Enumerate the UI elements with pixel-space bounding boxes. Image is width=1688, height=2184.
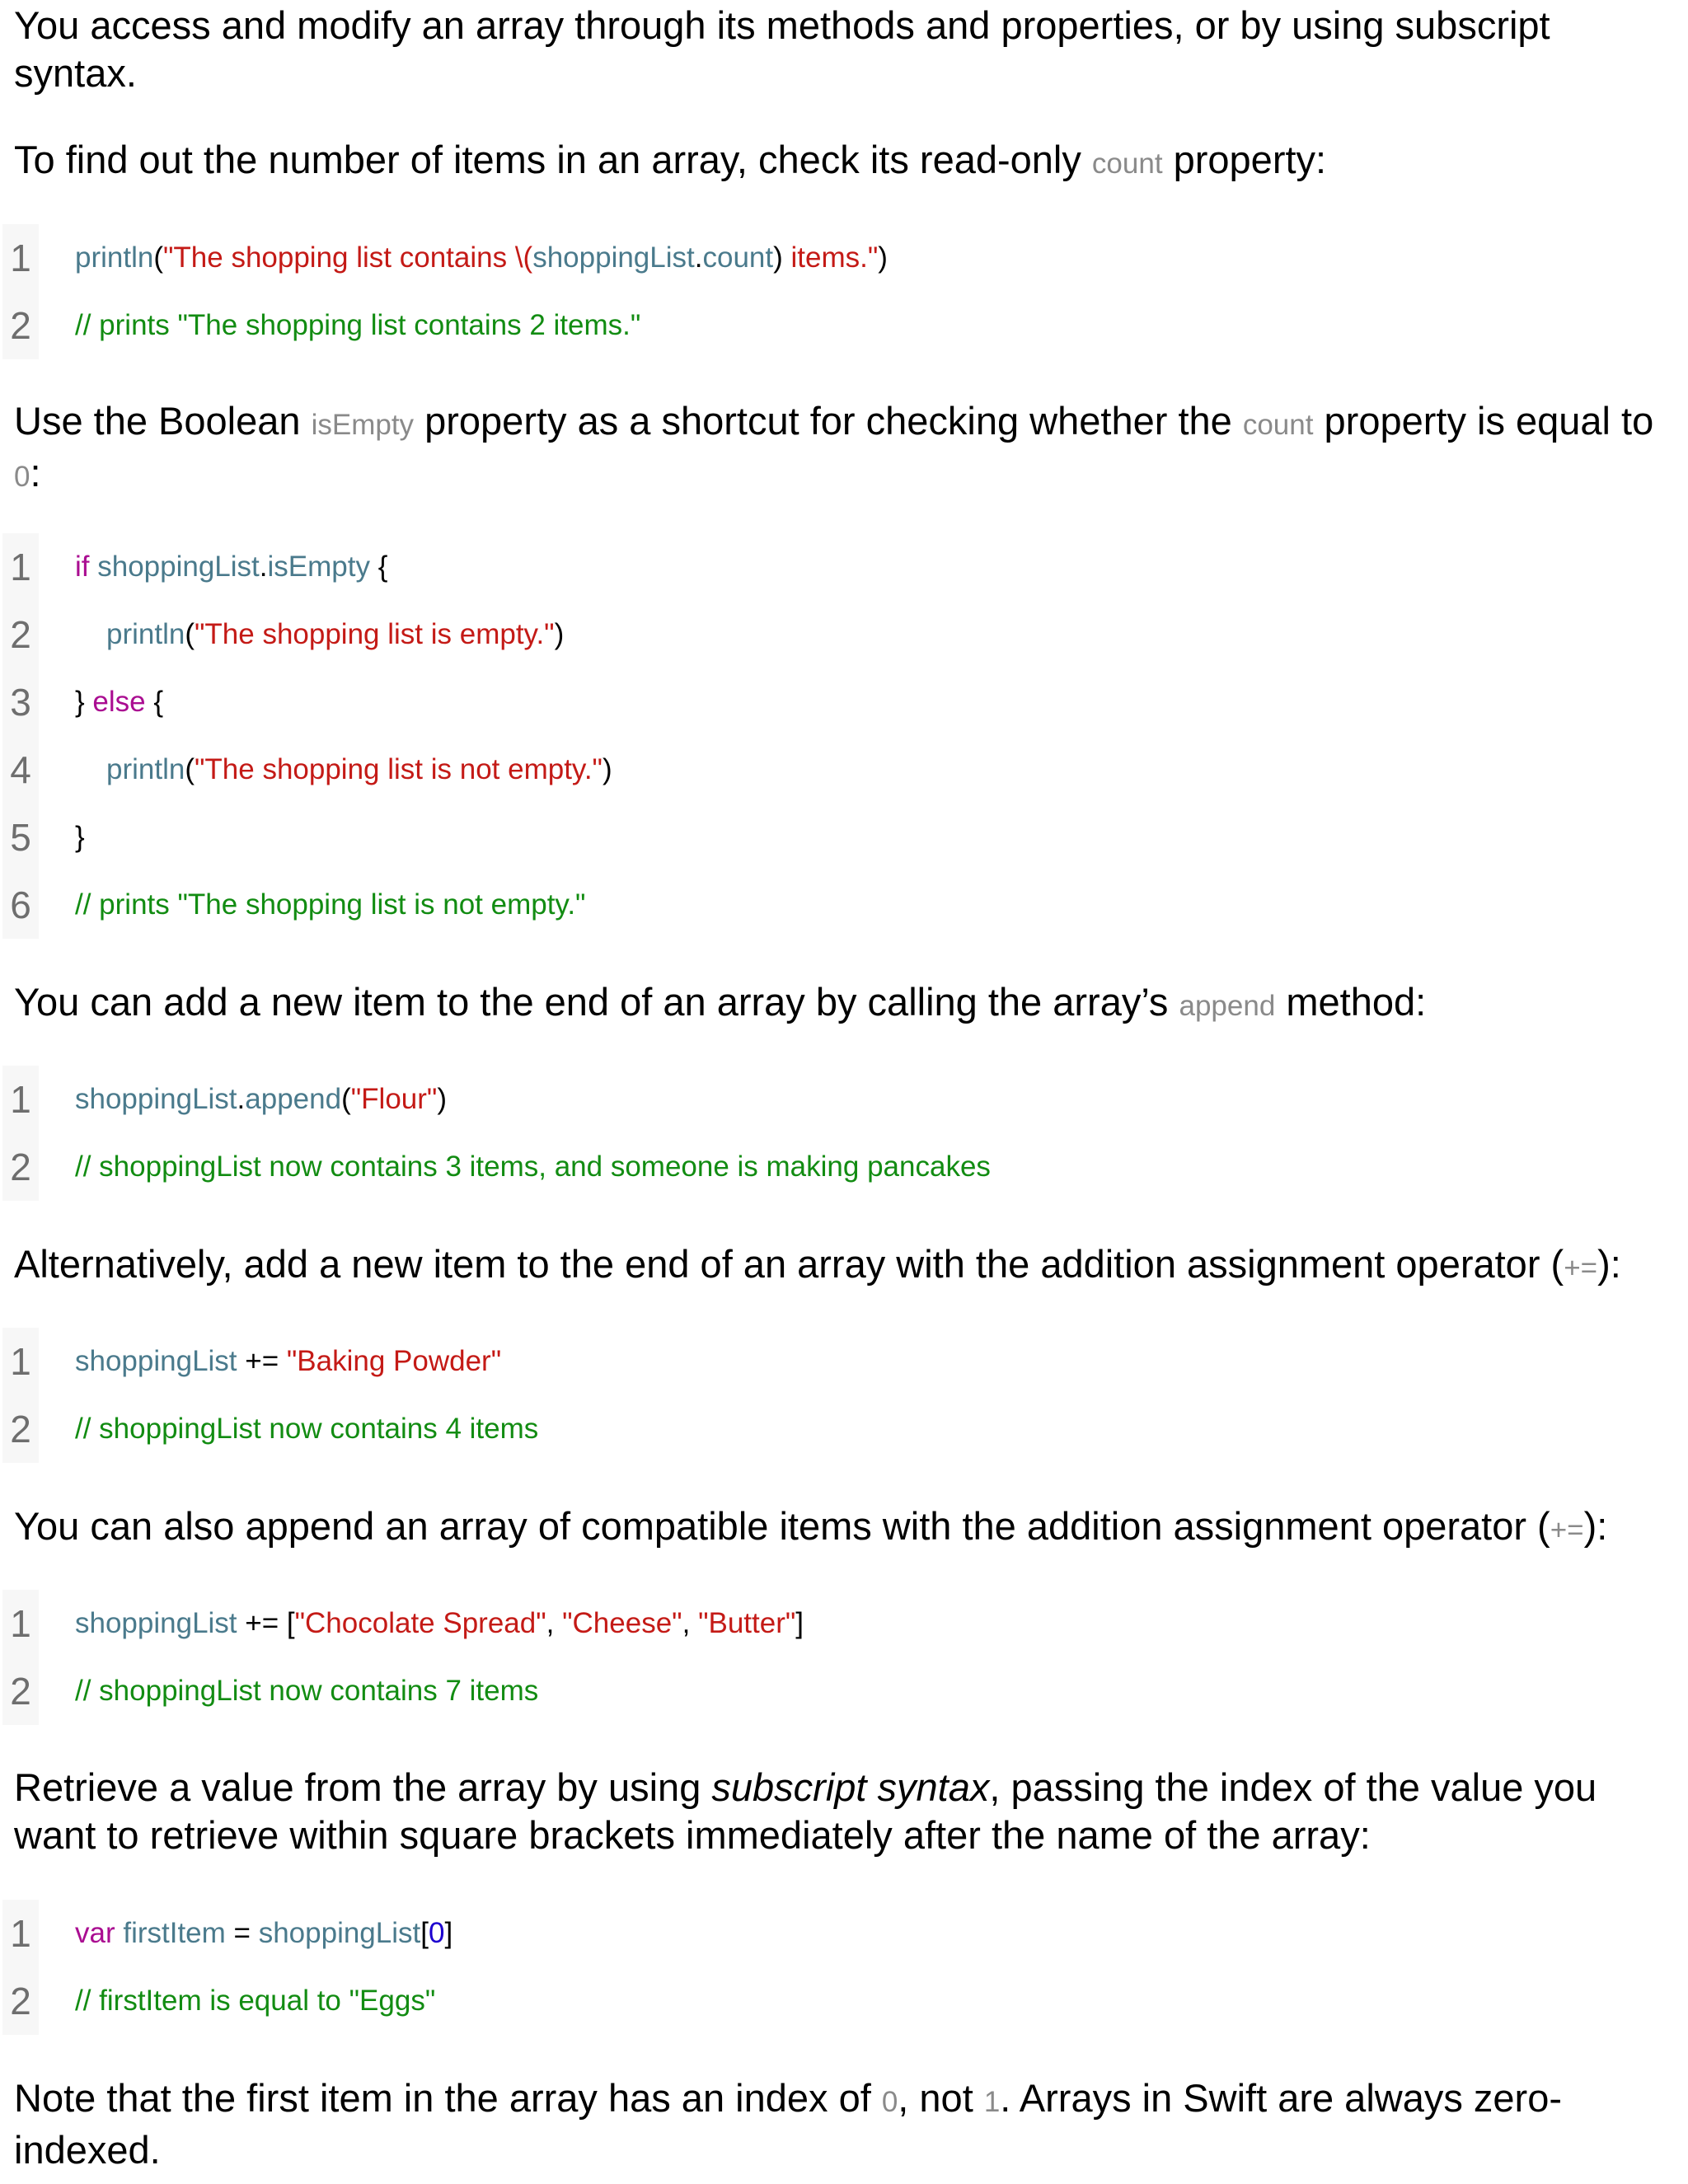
inline-code-plus-equals: += [1564,1252,1598,1284]
code-text: shoppingList += ["Chocolate Spread", "Cheese", "Butter"] [75,1607,804,1639]
code-line [10,871,1438,939]
code-text: println("The shopping list is empty.") [106,618,565,650]
inline-code-append: append [1179,990,1276,1022]
code-comment: // firstItem is equal to "Eggs" [75,1985,436,2017]
paragraph-zero-indexed: Note that the first item in the array has an index of 0, not 1. Arrays in Swift are always zero-indexed. [14,2076,1562,2172]
inline-code-isempty: isEmpty [311,409,415,441]
code-line [10,1395,1438,1463]
code-comment: // shoppingList now contains 3 items, and someone is making pancakes [75,1151,991,1183]
emphasis-subscript-syntax: subscript syntax [711,1765,990,1809]
line-number: 1 [2,1590,39,1657]
code-line [10,1967,1438,2035]
line-number: 2 [2,1133,39,1201]
paragraph-add-assign: Alternatively, add a new item to the end of an array with the addition assignment operator (+=): [14,1242,1621,1286]
code-block-append [10,1066,1438,1201]
line-number: 2 [2,292,39,359]
line-number: 2 [2,1657,39,1725]
code-line [10,1066,1438,1133]
code-block-append-array [10,1590,1438,1725]
inline-code-zero: 0 [14,461,30,493]
code-comment: // shoppingList now contains 4 items [75,1413,539,1445]
paragraph-count [14,136,1662,188]
paragraph-intro: You access and modify an array through its methods and properties, or by using subscript syntax. [14,3,1550,95]
paragraph-append-array: You can also append an array of compatible items with the addition assignment operator (+=): [14,1504,1608,1548]
inline-code-zero: 0 [881,2086,898,2118]
text: To find out the number of items in an array, check its read-only [14,138,1092,181]
inline-code-count: count [1091,148,1163,180]
code-line [10,224,1438,292]
code-text: } else { [75,686,164,718]
line-number: 1 [2,224,39,292]
code-text: } [75,821,85,853]
code-line [10,533,1438,601]
code-text: shoppingList.append("Flour") [75,1083,447,1115]
code-line [10,1328,1438,1395]
code-comment: // prints "The shopping list is not empty." [75,888,586,921]
code-line [10,1590,1438,1657]
code-comment: // prints "The shopping list contains 2 items." [75,309,641,341]
code-text: println("The shopping list contains \(shoppingList.count) items.") [75,241,888,274]
code-line [10,1133,1438,1201]
line-number: 2 [2,1395,39,1463]
line-number: 1 [2,1328,39,1395]
code-text: shoppingList += "Baking Powder" [75,1345,502,1377]
code-line [10,736,1438,804]
code-block-add-assign [10,1328,1438,1463]
code-line [10,601,1438,668]
line-number: 2 [2,1967,39,2035]
line-number: 6 [2,871,39,939]
paragraph-isempty: Use the Boolean isEmpty property as a shortcut for checking whether the count property is equal to 0: [14,399,1654,494]
line-number: 1 [2,1900,39,1967]
code-line [10,668,1438,736]
code-block-isempty [10,533,1438,939]
code-line [10,1900,1438,1967]
inline-code-plus-equals: += [1550,1514,1584,1546]
code-line [10,804,1438,871]
code-text: var firstItem = shoppingList[0] [75,1917,453,1949]
code-block-subscript [10,1900,1438,2035]
code-comment: // shoppingList now contains 7 items [75,1675,539,1707]
inline-code-count: count [1242,409,1314,441]
paragraph-subscript: Retrieve a value from the array by using subscript syntax, passing the index of the value you want to retrieve within square brackets immediately after the name of the array: [14,1765,1597,1857]
code-text: println("The shopping list is not empty.") [106,753,612,785]
code-block-count [10,224,1438,359]
line-number: 3 [2,668,39,736]
line-number: 5 [2,804,39,871]
line-number: 2 [2,601,39,668]
code-line [10,1657,1438,1725]
line-number: 1 [2,533,39,601]
line-number: 1 [2,1066,39,1133]
paragraph-append: You can add a new item to the end of an array by calling the array’s append method: [14,980,1427,1024]
code-text: if shoppingList.isEmpty { [75,551,388,583]
code-line [10,292,1438,359]
inline-code-one: 1 [983,2086,1001,2118]
line-number: 4 [2,736,39,804]
text: property: [1162,138,1327,181]
